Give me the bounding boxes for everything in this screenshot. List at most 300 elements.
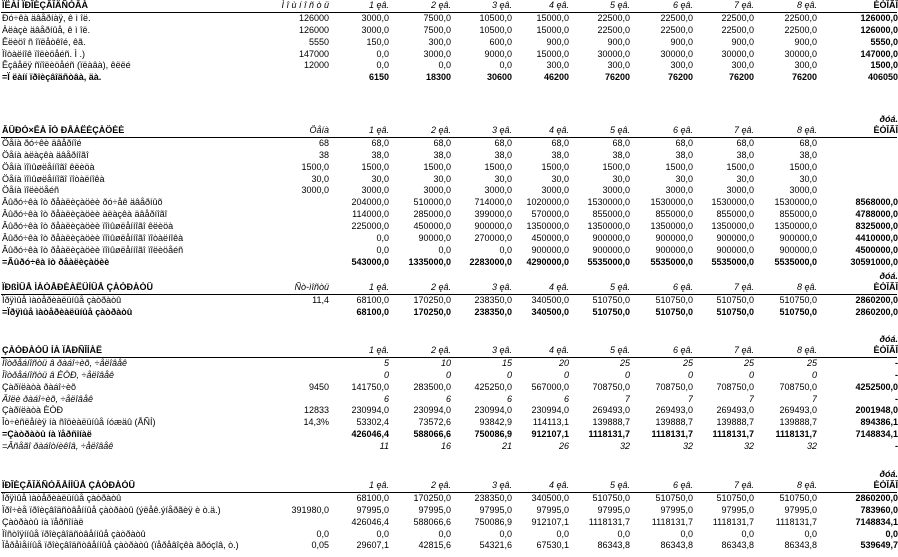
period-header[interactable]: 8 ęâ. [796, 0, 817, 10]
row-param[interactable]: 12833 [303, 405, 329, 416]
total-header[interactable]: ÈÒÎÃÎ [873, 480, 898, 490]
value-cell[interactable]: 3000,0 [789, 185, 817, 196]
period-header[interactable]: 3 ęâ. [491, 480, 512, 490]
value-cell[interactable]: 900000,0 [531, 244, 569, 255]
value-cell[interactable]: 25 [619, 357, 630, 368]
period-header[interactable]: 2 ęâ. [430, 125, 451, 135]
row-total[interactable]: 4252500,0 [855, 381, 898, 392]
row-total[interactable]: 4500000,0 [855, 244, 898, 255]
sum-value[interactable]: 510750,0 [779, 306, 817, 317]
value-cell[interactable]: 38,0 [551, 149, 569, 160]
sum-value[interactable]: 1118131,7 [712, 429, 754, 440]
row-label[interactable]: Öåíà ïîìûøëåííîãî ïîòàëíîêà [2, 173, 105, 184]
value-cell[interactable]: 139888,7 [655, 417, 693, 428]
value-cell[interactable]: 67530,1 [536, 540, 569, 551]
value-cell[interactable]: 238350,0 [474, 492, 512, 503]
sum-value[interactable]: 5535000,0 [711, 256, 754, 267]
period-header[interactable]: 1 ęâ. [368, 125, 389, 135]
period-header[interactable]: 3 ęâ. [491, 345, 512, 355]
value-cell[interactable]: 97995,0 [479, 504, 512, 515]
row-label[interactable]: Êçâåëÿ ñïîëèöåéñ (ïëàâà), êëëé [2, 60, 131, 71]
value-cell[interactable]: 855000,0 [592, 209, 630, 220]
value-cell[interactable]: 510000,0 [413, 197, 451, 208]
value-cell[interactable]: 54321,6 [479, 540, 512, 551]
value-cell[interactable]: 90000,0 [418, 233, 451, 244]
sum-total[interactable]: 7148834,1 [855, 429, 898, 440]
sum-value[interactable]: 76200 [604, 72, 630, 83]
row-label[interactable]: Ðó÷êà äâåðíàÿ, ê ì îë. [2, 12, 91, 23]
sum-value[interactable]: 426046,4 [351, 429, 389, 440]
sum-value[interactable]: 76200 [728, 72, 754, 83]
sum-value[interactable]: 6150 [368, 72, 389, 83]
row-param[interactable]: 14,3% [303, 417, 329, 428]
value-cell[interactable]: 68,0 [371, 137, 389, 148]
value-cell[interactable]: 510750,0 [655, 294, 693, 305]
value-cell[interactable]: 567000,0 [531, 381, 569, 392]
unit-label[interactable]: ðóá. [879, 334, 898, 344]
row-label[interactable]: Ïîòðåáíîñòü â ðàáî÷èõ, ÷åëîâåê [2, 357, 127, 368]
value-cell[interactable]: 0,0 [376, 48, 389, 59]
period-header[interactable]: 1 ęâ. [368, 345, 389, 355]
value-cell[interactable]: 1500,0 [665, 161, 693, 172]
value-cell[interactable]: 38,0 [612, 149, 630, 160]
value-cell[interactable]: 0 [687, 369, 693, 380]
value-cell[interactable]: 0,0 [499, 60, 512, 71]
value-cell[interactable]: 30000,0 [660, 48, 693, 59]
value-cell[interactable]: 0,0 [804, 528, 817, 539]
value-cell[interactable]: 15000,0 [536, 24, 569, 35]
period-header[interactable]: 6 ęâ. [672, 480, 693, 490]
extra-value[interactable]: 32 [682, 441, 693, 452]
row-label[interactable]: Âûðó÷êà îò ðåàëèçàöèè àëàçêà äâåðíîãî [2, 209, 168, 220]
row-total[interactable]: 147000,0 [860, 48, 898, 59]
value-cell[interactable]: 855000,0 [655, 209, 693, 220]
row-label[interactable]: Äîëè ðàáî÷èõ, ÷åëîâåê [2, 393, 93, 404]
sum-total[interactable]: 2860200,0 [855, 306, 898, 317]
row-label[interactable]: Çàðïëàòà ÈÒÐ [2, 405, 64, 416]
value-cell[interactable]: 30000,0 [597, 48, 630, 59]
value-cell[interactable]: 97995,0 [784, 504, 817, 515]
value-cell[interactable]: 6 [383, 393, 389, 404]
period-header[interactable]: 8 ęâ. [796, 282, 817, 292]
value-cell[interactable]: 3000,0 [602, 185, 630, 196]
value-cell[interactable]: 139888,7 [716, 417, 754, 428]
value-cell[interactable]: 1350000,0 [650, 221, 693, 232]
value-cell[interactable]: 225000,0 [351, 221, 389, 232]
value-cell[interactable]: 30,0 [494, 173, 512, 184]
value-cell[interactable]: 38,0 [433, 149, 451, 160]
value-cell[interactable]: 86343,8 [721, 540, 754, 551]
period-header[interactable]: 6 ęâ. [672, 0, 693, 10]
sum-label[interactable]: =Ï ëàíí ïðîèçâîäñòâà, äà. [2, 72, 102, 83]
unit-label[interactable]: ðóá. [879, 114, 898, 124]
value-cell[interactable]: 114000,0 [352, 209, 389, 220]
row-total[interactable]: 5550,0 [870, 36, 898, 47]
period-header[interactable]: 1 ęâ. [368, 480, 389, 490]
value-cell[interactable]: 510750,0 [716, 294, 754, 305]
row-param[interactable]: 126000 [298, 12, 329, 23]
value-cell[interactable]: 600,0 [489, 36, 512, 47]
total-header[interactable]: ÈÒÎÃÎ [873, 125, 898, 135]
value-cell[interactable]: 30000,0 [784, 48, 817, 59]
sum-value[interactable]: 543000,0 [351, 256, 389, 267]
extra-label[interactable]: =Âñåãî ðàáîòíèêîâ, ÷åëîâåê [2, 441, 114, 452]
period-header[interactable]: 5 ęâ. [609, 282, 630, 292]
value-cell[interactable]: 1500,0 [361, 161, 389, 172]
value-cell[interactable]: 425250,0 [474, 381, 512, 392]
period-header[interactable]: 1 ęâ. [368, 282, 389, 292]
row-label[interactable]: Âûðó÷êà îò ðåàëèçàöèè ðó÷åê äâåðíûõ [2, 197, 163, 208]
value-cell[interactable]: 38,0 [494, 149, 512, 160]
value-cell[interactable]: 300,0 [794, 60, 817, 71]
value-cell[interactable]: 170250,0 [413, 492, 451, 503]
row-param[interactable]: 30,0 [311, 173, 329, 184]
section-title[interactable]: ÏËÀÍ ÏÐÎÈÇÂÎÄÑÒÂÀ [2, 0, 89, 10]
value-cell[interactable]: 7500,0 [423, 24, 451, 35]
value-cell[interactable]: 714000,0 [474, 197, 512, 208]
row-total[interactable]: 894386,1 [860, 417, 898, 428]
value-cell[interactable]: 68100,0 [356, 492, 389, 503]
sum-total[interactable]: 30591000,0 [850, 256, 898, 267]
period-header[interactable]: 2 ęâ. [430, 0, 451, 10]
row-total[interactable]: 126000,0 [860, 12, 898, 23]
sum-value[interactable]: 510750,0 [716, 306, 754, 317]
sum-total[interactable]: 406050 [867, 72, 898, 83]
value-cell[interactable]: 97995,0 [536, 504, 569, 515]
row-total[interactable]: 4788000,0 [855, 209, 898, 220]
value-cell[interactable]: 3000,0 [726, 185, 754, 196]
period-header[interactable]: 8 ęâ. [796, 480, 817, 490]
value-cell[interactable]: 1350000,0 [526, 221, 569, 232]
row-param[interactable]: 147000 [298, 48, 329, 59]
value-cell[interactable]: 1020000,0 [526, 197, 569, 208]
value-cell[interactable]: 42815,6 [418, 540, 451, 551]
value-cell[interactable]: 9000,0 [484, 48, 512, 59]
value-cell[interactable]: 68,0 [551, 137, 569, 148]
value-cell[interactable]: 0,0 [556, 528, 569, 539]
value-cell[interactable]: 300,0 [607, 60, 630, 71]
value-cell[interactable]: 38,0 [371, 149, 389, 160]
row-label[interactable]: Ïðî÷èå ïðîèçâîäñòâåííûå çàòðàòû (ýëåê.ýíåðãèÿ è ò.ä.) [2, 504, 221, 515]
value-cell[interactable]: 22500,0 [660, 12, 693, 23]
row-label[interactable]: Ïîòàëíîê ïîëèöåéñ. Ì .) [2, 48, 86, 59]
value-cell[interactable]: 22500,0 [721, 12, 754, 23]
value-cell[interactable]: 38,0 [799, 149, 817, 160]
value-cell[interactable]: 900000,0 [655, 233, 693, 244]
row-param[interactable]: 12000 [303, 60, 329, 71]
value-cell[interactable]: 340500,0 [531, 492, 569, 503]
value-cell[interactable]: 10 [440, 357, 451, 368]
value-cell[interactable]: 0,0 [741, 528, 754, 539]
value-cell[interactable]: 86343,8 [597, 540, 630, 551]
value-cell[interactable]: 170250,0 [413, 294, 451, 305]
row-total[interactable]: 8325000,0 [855, 221, 898, 232]
period-header[interactable]: 7 ęâ. [733, 282, 754, 292]
value-cell[interactable]: 15 [501, 357, 512, 368]
value-cell[interactable]: 25 [806, 357, 817, 368]
value-cell[interactable]: 30,0 [612, 173, 630, 184]
row-label[interactable]: Ïðÿìûå ìàòåðèàëüíûå çàòðàòû [2, 492, 122, 503]
value-cell[interactable]: 1500,0 [423, 161, 451, 172]
value-cell[interactable]: 7500,0 [423, 12, 451, 23]
value-cell[interactable]: 3000,0 [361, 185, 389, 196]
period-header[interactable]: 3 ęâ. [491, 125, 512, 135]
value-cell[interactable]: 570000,0 [531, 209, 569, 220]
value-cell[interactable]: 68,0 [736, 137, 754, 148]
value-cell[interactable]: 340500,0 [531, 294, 569, 305]
sum-value[interactable]: 4290000,0 [526, 256, 569, 267]
value-cell[interactable]: 0,0 [376, 233, 389, 244]
period-header[interactable]: 8 ęâ. [796, 345, 817, 355]
value-cell[interactable]: 588066,6 [413, 516, 451, 527]
row-label[interactable]: Êëèöî ñ îïëåòêîé, êã. [2, 36, 86, 47]
row-label[interactable]: Ïåðåìåííûå ïðîèçâîäñòâåííûå çàòðàòû (ïåðåâîçêà ãðóçîâ, ò.) [2, 540, 239, 551]
sum-value[interactable]: 2283000,0 [469, 256, 512, 267]
sum-value[interactable]: 68100,0 [356, 306, 389, 317]
value-cell[interactable]: 269493,0 [655, 405, 693, 416]
value-cell[interactable]: 300,0 [428, 36, 451, 47]
value-cell[interactable]: 1118131,7 [712, 516, 754, 527]
value-cell[interactable]: 900000,0 [779, 233, 817, 244]
value-cell[interactable]: 15000,0 [536, 12, 569, 23]
value-cell[interactable]: 68100,0 [356, 294, 389, 305]
value-cell[interactable]: 510750,0 [592, 294, 630, 305]
value-cell[interactable]: 1118131,7 [588, 516, 630, 527]
value-cell[interactable]: 20 [558, 357, 569, 368]
value-cell[interactable]: 230994,0 [413, 405, 451, 416]
period-header[interactable]: 8 ęâ. [796, 125, 817, 135]
value-cell[interactable]: 22500,0 [660, 24, 693, 35]
total-header[interactable]: ÈÒÎÃÎ [873, 0, 898, 10]
value-cell[interactable]: 269493,0 [716, 405, 754, 416]
row-total[interactable]: 2860200,0 [855, 492, 898, 503]
value-cell[interactable]: 86343,8 [784, 540, 817, 551]
value-cell[interactable]: 3000,0 [361, 24, 389, 35]
sum-value[interactable]: 170250,0 [413, 306, 451, 317]
value-cell[interactable]: 114113,1 [532, 417, 569, 428]
extra-value[interactable]: 16 [440, 441, 451, 452]
value-cell[interactable]: 510750,0 [655, 492, 693, 503]
value-cell[interactable]: 10500,0 [479, 24, 512, 35]
row-total[interactable]: 126000,0 [860, 24, 898, 35]
value-cell[interactable]: 283500,0 [413, 381, 451, 392]
value-cell[interactable]: 900,0 [794, 36, 817, 47]
value-cell[interactable]: 6 [563, 393, 569, 404]
period-header[interactable]: 4 ęâ. [548, 125, 569, 135]
value-cell[interactable]: 900,0 [670, 36, 693, 47]
value-cell[interactable]: 1500,0 [541, 161, 569, 172]
value-cell[interactable]: 68,0 [494, 137, 512, 148]
period-header[interactable]: 6 ęâ. [672, 345, 693, 355]
value-cell[interactable]: 900,0 [731, 36, 754, 47]
row-total[interactable]: - [895, 357, 898, 368]
value-cell[interactable]: 0,0 [499, 244, 512, 255]
section-title[interactable]: ÏÐßÌÛÅ ÌÀÒÅÐÈÀËÜÍÛÅ ÇÀÒÐÀÒÛ [2, 282, 154, 292]
period-header[interactable]: 7 ęâ. [733, 125, 754, 135]
value-cell[interactable]: 3000,0 [361, 12, 389, 23]
value-cell[interactable]: 25 [743, 357, 754, 368]
value-cell[interactable]: 30,0 [433, 173, 451, 184]
period-header[interactable]: 6 ęâ. [672, 125, 693, 135]
section-title[interactable]: ÇÀÒÐÀÒÛ ÍÀ ÏÅÐÑÎÍÀË [2, 345, 103, 355]
value-cell[interactable]: 97995,0 [660, 504, 693, 515]
value-cell[interactable]: 900000,0 [474, 221, 512, 232]
sum-value[interactable]: 238350,0 [474, 306, 512, 317]
period-header[interactable]: 3 ęâ. [491, 282, 512, 292]
period-header[interactable]: 4 ęâ. [548, 0, 569, 10]
row-param[interactable]: 5550 [308, 36, 329, 47]
value-cell[interactable]: 855000,0 [779, 209, 817, 220]
value-cell[interactable]: 30,0 [736, 173, 754, 184]
period-header[interactable]: 7 ęâ. [733, 480, 754, 490]
period-header[interactable]: 3 ęâ. [491, 0, 512, 10]
sum-value[interactable]: 1118131,7 [651, 429, 693, 440]
extra-value[interactable]: 21 [501, 441, 512, 452]
value-cell[interactable]: 1118131,7 [651, 516, 693, 527]
sum-value[interactable]: 1118131,7 [588, 429, 630, 440]
period-header[interactable]: 7 ęâ. [733, 0, 754, 10]
value-cell[interactable]: 900000,0 [716, 244, 754, 255]
row-label[interactable]: Öåíà àëàçêà äâåðíîãî [2, 149, 89, 160]
value-cell[interactable]: 0 [383, 369, 389, 380]
value-cell[interactable]: 139888,7 [779, 417, 817, 428]
value-cell[interactable]: 450000,0 [413, 221, 451, 232]
value-cell[interactable]: 3000,0 [423, 185, 451, 196]
row-total[interactable]: 8568000,0 [855, 197, 898, 208]
value-cell[interactable]: 141750,0 [351, 381, 389, 392]
period-header[interactable]: 2 ęâ. [430, 480, 451, 490]
sum-value[interactable]: 76200 [667, 72, 693, 83]
sum-value[interactable]: 588066,6 [413, 429, 451, 440]
value-cell[interactable]: 139888,7 [592, 417, 630, 428]
extra-value[interactable]: 32 [806, 441, 817, 452]
period-header[interactable]: 6 ęâ. [672, 282, 693, 292]
value-cell[interactable]: 1530000,0 [774, 197, 817, 208]
sum-value[interactable]: 1118131,7 [775, 429, 817, 440]
sum-label[interactable]: =Çàòðàòû íà ïåðñîíàë [2, 429, 92, 440]
value-cell[interactable]: 0,0 [376, 528, 389, 539]
param-header[interactable]: Ì î ù í î ñ ò ü [281, 0, 329, 10]
row-param[interactable]: 3000,0 [301, 185, 329, 196]
value-cell[interactable]: 510750,0 [779, 492, 817, 503]
row-label[interactable]: Çàòðàòû íà ïåðñîíàë [2, 516, 84, 527]
row-param[interactable]: 0,0 [316, 528, 329, 539]
row-total[interactable]: - [895, 393, 898, 404]
value-cell[interactable]: 0 [811, 369, 817, 380]
period-header[interactable]: 2 ęâ. [430, 345, 451, 355]
sum-value[interactable]: 750086,9 [474, 429, 512, 440]
value-cell[interactable]: 22500,0 [784, 24, 817, 35]
value-cell[interactable]: 73572,6 [418, 417, 451, 428]
value-cell[interactable]: 1350000,0 [587, 221, 630, 232]
value-cell[interactable]: 3000,0 [665, 185, 693, 196]
period-header[interactable]: 4 ęâ. [548, 345, 569, 355]
value-cell[interactable]: 6 [506, 393, 512, 404]
value-cell[interactable]: 230994,0 [474, 405, 512, 416]
value-cell[interactable]: 7 [624, 393, 630, 404]
value-cell[interactable]: 426046,4 [351, 516, 389, 527]
row-total[interactable]: 783960,0 [860, 504, 898, 515]
value-cell[interactable]: 97995,0 [356, 504, 389, 515]
value-cell[interactable]: 0,0 [438, 60, 451, 71]
sum-value[interactable]: 5535000,0 [587, 256, 630, 267]
row-label[interactable]: Çàðïëàòà ðàáî÷èõ [2, 381, 76, 392]
value-cell[interactable]: 855000,0 [716, 209, 754, 220]
value-cell[interactable]: 900,0 [546, 36, 569, 47]
value-cell[interactable]: 750086,9 [474, 516, 512, 527]
value-cell[interactable]: 269493,0 [592, 405, 630, 416]
value-cell[interactable]: 15000,0 [536, 48, 569, 59]
value-cell[interactable]: 0 [563, 369, 569, 380]
value-cell[interactable]: 30,0 [371, 173, 389, 184]
row-total[interactable]: 0,0 [885, 528, 898, 539]
row-label[interactable]: Âûðó÷êà îò ðåàëèçàöèè ïîìûøëåííîãî ïîëèöåéñ [2, 244, 184, 255]
value-cell[interactable]: 53302,4 [356, 417, 389, 428]
value-cell[interactable]: 900000,0 [655, 244, 693, 255]
value-cell[interactable]: 29607,1 [356, 540, 389, 551]
value-cell[interactable]: 86343,8 [660, 540, 693, 551]
row-label[interactable]: Àëàçè äâåðíûå, ê ì îë. [2, 24, 91, 35]
value-cell[interactable]: 0,0 [617, 528, 630, 539]
sum-value[interactable]: 912107,1 [531, 429, 569, 440]
value-cell[interactable]: 399000,0 [474, 209, 512, 220]
sum-value[interactable]: 5535000,0 [650, 256, 693, 267]
value-cell[interactable]: 30,0 [799, 173, 817, 184]
value-cell[interactable]: 230994,0 [531, 405, 569, 416]
extra-value[interactable]: 32 [619, 441, 630, 452]
value-cell[interactable]: 708750,0 [592, 381, 630, 392]
value-cell[interactable]: 6 [445, 393, 451, 404]
param-header[interactable]: Ñò-ìîñòü [294, 282, 329, 292]
value-cell[interactable]: 97995,0 [418, 504, 451, 515]
value-cell[interactable]: 510750,0 [779, 294, 817, 305]
sum-value[interactable]: 18300 [425, 72, 451, 83]
row-param[interactable]: 391980,0 [291, 504, 329, 515]
param-header[interactable]: Öåíà [309, 125, 329, 135]
value-cell[interactable]: 38,0 [675, 149, 693, 160]
value-cell[interactable]: 300,0 [731, 60, 754, 71]
value-cell[interactable]: 0 [748, 369, 754, 380]
extra-total[interactable]: - [895, 441, 898, 452]
row-label[interactable]: Âûðó÷êà îò ðåàëèçàöèè ïîìûøëåííîãî ïîòàëíîêà [2, 233, 184, 244]
value-cell[interactable]: 22500,0 [721, 24, 754, 35]
row-label[interactable]: Öåíà ïîìûøëåííîãî êëèöà [2, 161, 95, 172]
value-cell[interactable]: 97995,0 [597, 504, 630, 515]
period-header[interactable]: 2 ęâ. [430, 282, 451, 292]
value-cell[interactable]: 7 [748, 393, 754, 404]
value-cell[interactable]: 0 [445, 369, 451, 380]
value-cell[interactable]: 510750,0 [716, 492, 754, 503]
value-cell[interactable]: 900000,0 [592, 244, 630, 255]
value-cell[interactable]: 68,0 [675, 137, 693, 148]
value-cell[interactable]: 1530000,0 [650, 197, 693, 208]
period-header[interactable]: 1 ęâ. [368, 0, 389, 10]
value-cell[interactable]: 1350000,0 [774, 221, 817, 232]
value-cell[interactable]: 97995,0 [721, 504, 754, 515]
period-header[interactable]: 5 ęâ. [609, 345, 630, 355]
value-cell[interactable]: 38,0 [736, 149, 754, 160]
value-cell[interactable]: 300,0 [546, 60, 569, 71]
sum-value[interactable]: 76200 [791, 72, 817, 83]
row-label[interactable]: Ïðÿìûå ìàòåðèàëüíûå çàòðàòû [2, 294, 122, 305]
row-label[interactable]: Öåíà ðó÷êè äâåðíîé [2, 137, 82, 148]
value-cell[interactable]: 900,0 [607, 36, 630, 47]
value-cell[interactable]: 68,0 [433, 137, 451, 148]
value-cell[interactable]: 150,0 [366, 36, 389, 47]
period-header[interactable]: 5 ęâ. [609, 480, 630, 490]
sum-value[interactable]: 510750,0 [655, 306, 693, 317]
row-total[interactable]: 4410000,0 [855, 233, 898, 244]
